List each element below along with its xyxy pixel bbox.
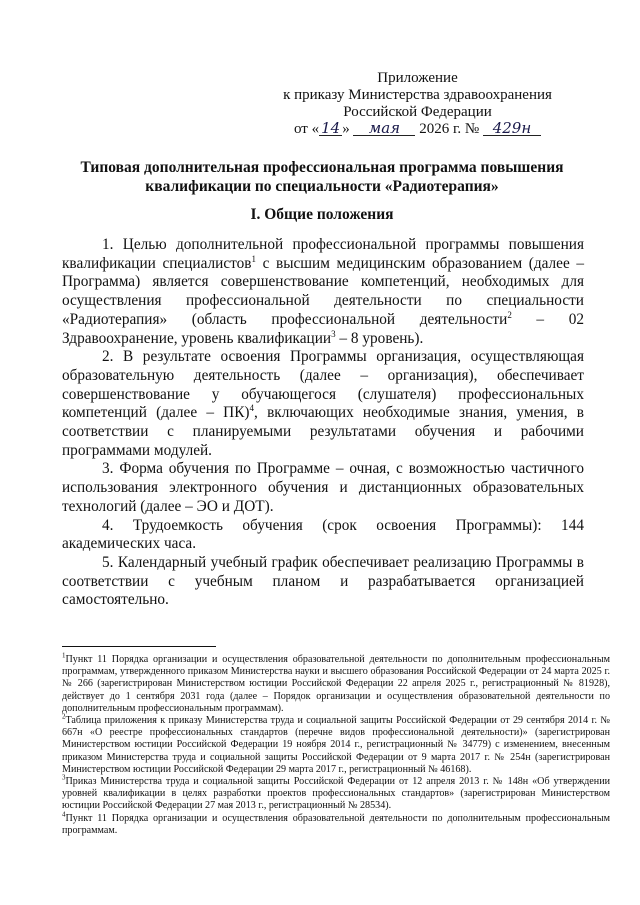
handwritten-day: 14 (321, 119, 341, 137)
footnote-4 (62, 810, 610, 837)
handwritten-order-number: 429н (483, 121, 541, 136)
footnote-1-mark: 1 (62, 651, 66, 660)
document-body (62, 236, 584, 610)
paragraph-2 (62, 348, 584, 460)
footnote-ref-2: 2 (507, 309, 512, 320)
paragraph-2-text-a: 2. В результате освоения Программы организация, осуществляющая образовательную деятельность (далее – организация), обеспечивает совершенствование у обучающегося (слушателя) профессиональных компетенций (далее – ПК) (62, 348, 584, 422)
program-title (60, 158, 584, 196)
footnote-1 (62, 651, 610, 715)
footnote-2-text: Таблица приложения к приказу Министерства труда и социальной защиты Российской Федерации от 29 сентября 2014 г. № 667н «О реестре профессиональных стандартов (перечне видов профессиональной деятельности)» (зарегистрирован Министерством юстиции Российской Федерации 19 ноября 2014 г., регистрационный № 34779) с изменением, внесенным приказом Министерства труда и социальной защиты Российской Федерации от 9 марта 2017 г. № 254н (зарегистрирован Министерством юстиции Российской Федерации 29 марта 2017 г., регистрационный № 46168). (62, 715, 610, 775)
appendix-block (250, 70, 585, 138)
date-day-suffix: » (342, 121, 350, 137)
footnote-2 (62, 712, 610, 776)
footnote-3-mark: 3 (62, 773, 66, 782)
program-title-line-2: квалификации по специальности «Радиотерапия» (145, 178, 499, 195)
date-year: 2026 г. № (419, 121, 480, 137)
footnote-4-text: Пункт 11 Порядка организации и осуществления образовательной деятельности по дополнительным профессиональным программам. (62, 812, 610, 836)
footnote-ref-1: 1 (251, 253, 256, 264)
paragraph-1-text-c: – 02 Здравоохранение, уровень квалификации (62, 310, 584, 347)
appendix-date-line (250, 121, 585, 138)
footnote-3 (62, 773, 610, 813)
paragraph-2-text-b: , включающих необходимые знания, умения, в соответствии с планируемыми результатами обучения и рабочими программами модулей. (62, 404, 584, 459)
appendix-order-ref: к приказу Министерства здравоохранения (283, 87, 552, 103)
paragraph-3: 3. Форма обучения по Программе – очная, с возможностью частичного использования электронного обучения и дистанционных образовательных технологий (далее – ЭО и ДОТ). (62, 460, 584, 515)
appendix-label: Приложение (377, 70, 458, 86)
section-heading: I. Общие положения (250, 206, 394, 223)
paragraph-1-text-b: с высшим медицинским образованием (далее – Программа) является совершенствование компетенций, необходимых для осуществления профессиональной деятельности по специальности «Радиотерапия» (область профессиональной деятельности (62, 254, 584, 328)
paragraph-5: 5. Календарный учебный график обеспечивает реализацию Программы в соответствии с учебным планом и разрабатывается организацией самостоятельно. (62, 553, 584, 609)
appendix-country: Российской Федерации (343, 104, 492, 120)
paragraph-1 (62, 236, 584, 348)
program-title-line-1: Типовая дополнительная профессиональная программа повышения (80, 159, 564, 176)
footnote-4-mark: 4 (62, 810, 66, 819)
paragraph-4: 4. Трудоемкость обучения (срок освоения Программы): 144 академических часа. (62, 516, 584, 553)
paragraph-1-text-a: 1. Целью дополнительной профессиональной программы повышения квалификации специалистов (62, 236, 584, 272)
footnote-3-text: Приказ Министерства труда и социальной защиты Российской Федерации от 12 апреля 2013 г. № 148н «Об утверждении уровней квалификации в целях разработки проектов профессиональных стандартов» (зарегистрирован Министерством юстиции Российской Федерации 27 мая 2013 г., регистрационный № 28534). (62, 776, 610, 812)
paragraph-1-text-d: – 8 уровень). (335, 329, 424, 347)
footnote-2-mark: 2 (62, 712, 66, 721)
date-prefix: от « (294, 121, 320, 137)
footnote-1-text: Пункт 11 Порядка организации и осуществления образовательной деятельности по дополнительным профессиональным программам, утвержденного приказом Министерства науки и высшего образования Российской Федерации от 24 марта 2025 г. № 266 (зарегистрирован Министерством юстиции Российской Федерации 22 апреля 2025 г., регистрационный № 81928), действует до 1 сентября 2031 года (далее – Порядок организации и осуществления образовательной деятельности по дополнительным профессиональным программам). (62, 654, 610, 714)
footnote-divider (62, 646, 216, 647)
footnote-ref-3: 3 (331, 328, 336, 339)
footnotes (62, 651, 610, 837)
footnote-ref-4: 4 (249, 403, 255, 414)
handwritten-month: мая (353, 121, 415, 136)
